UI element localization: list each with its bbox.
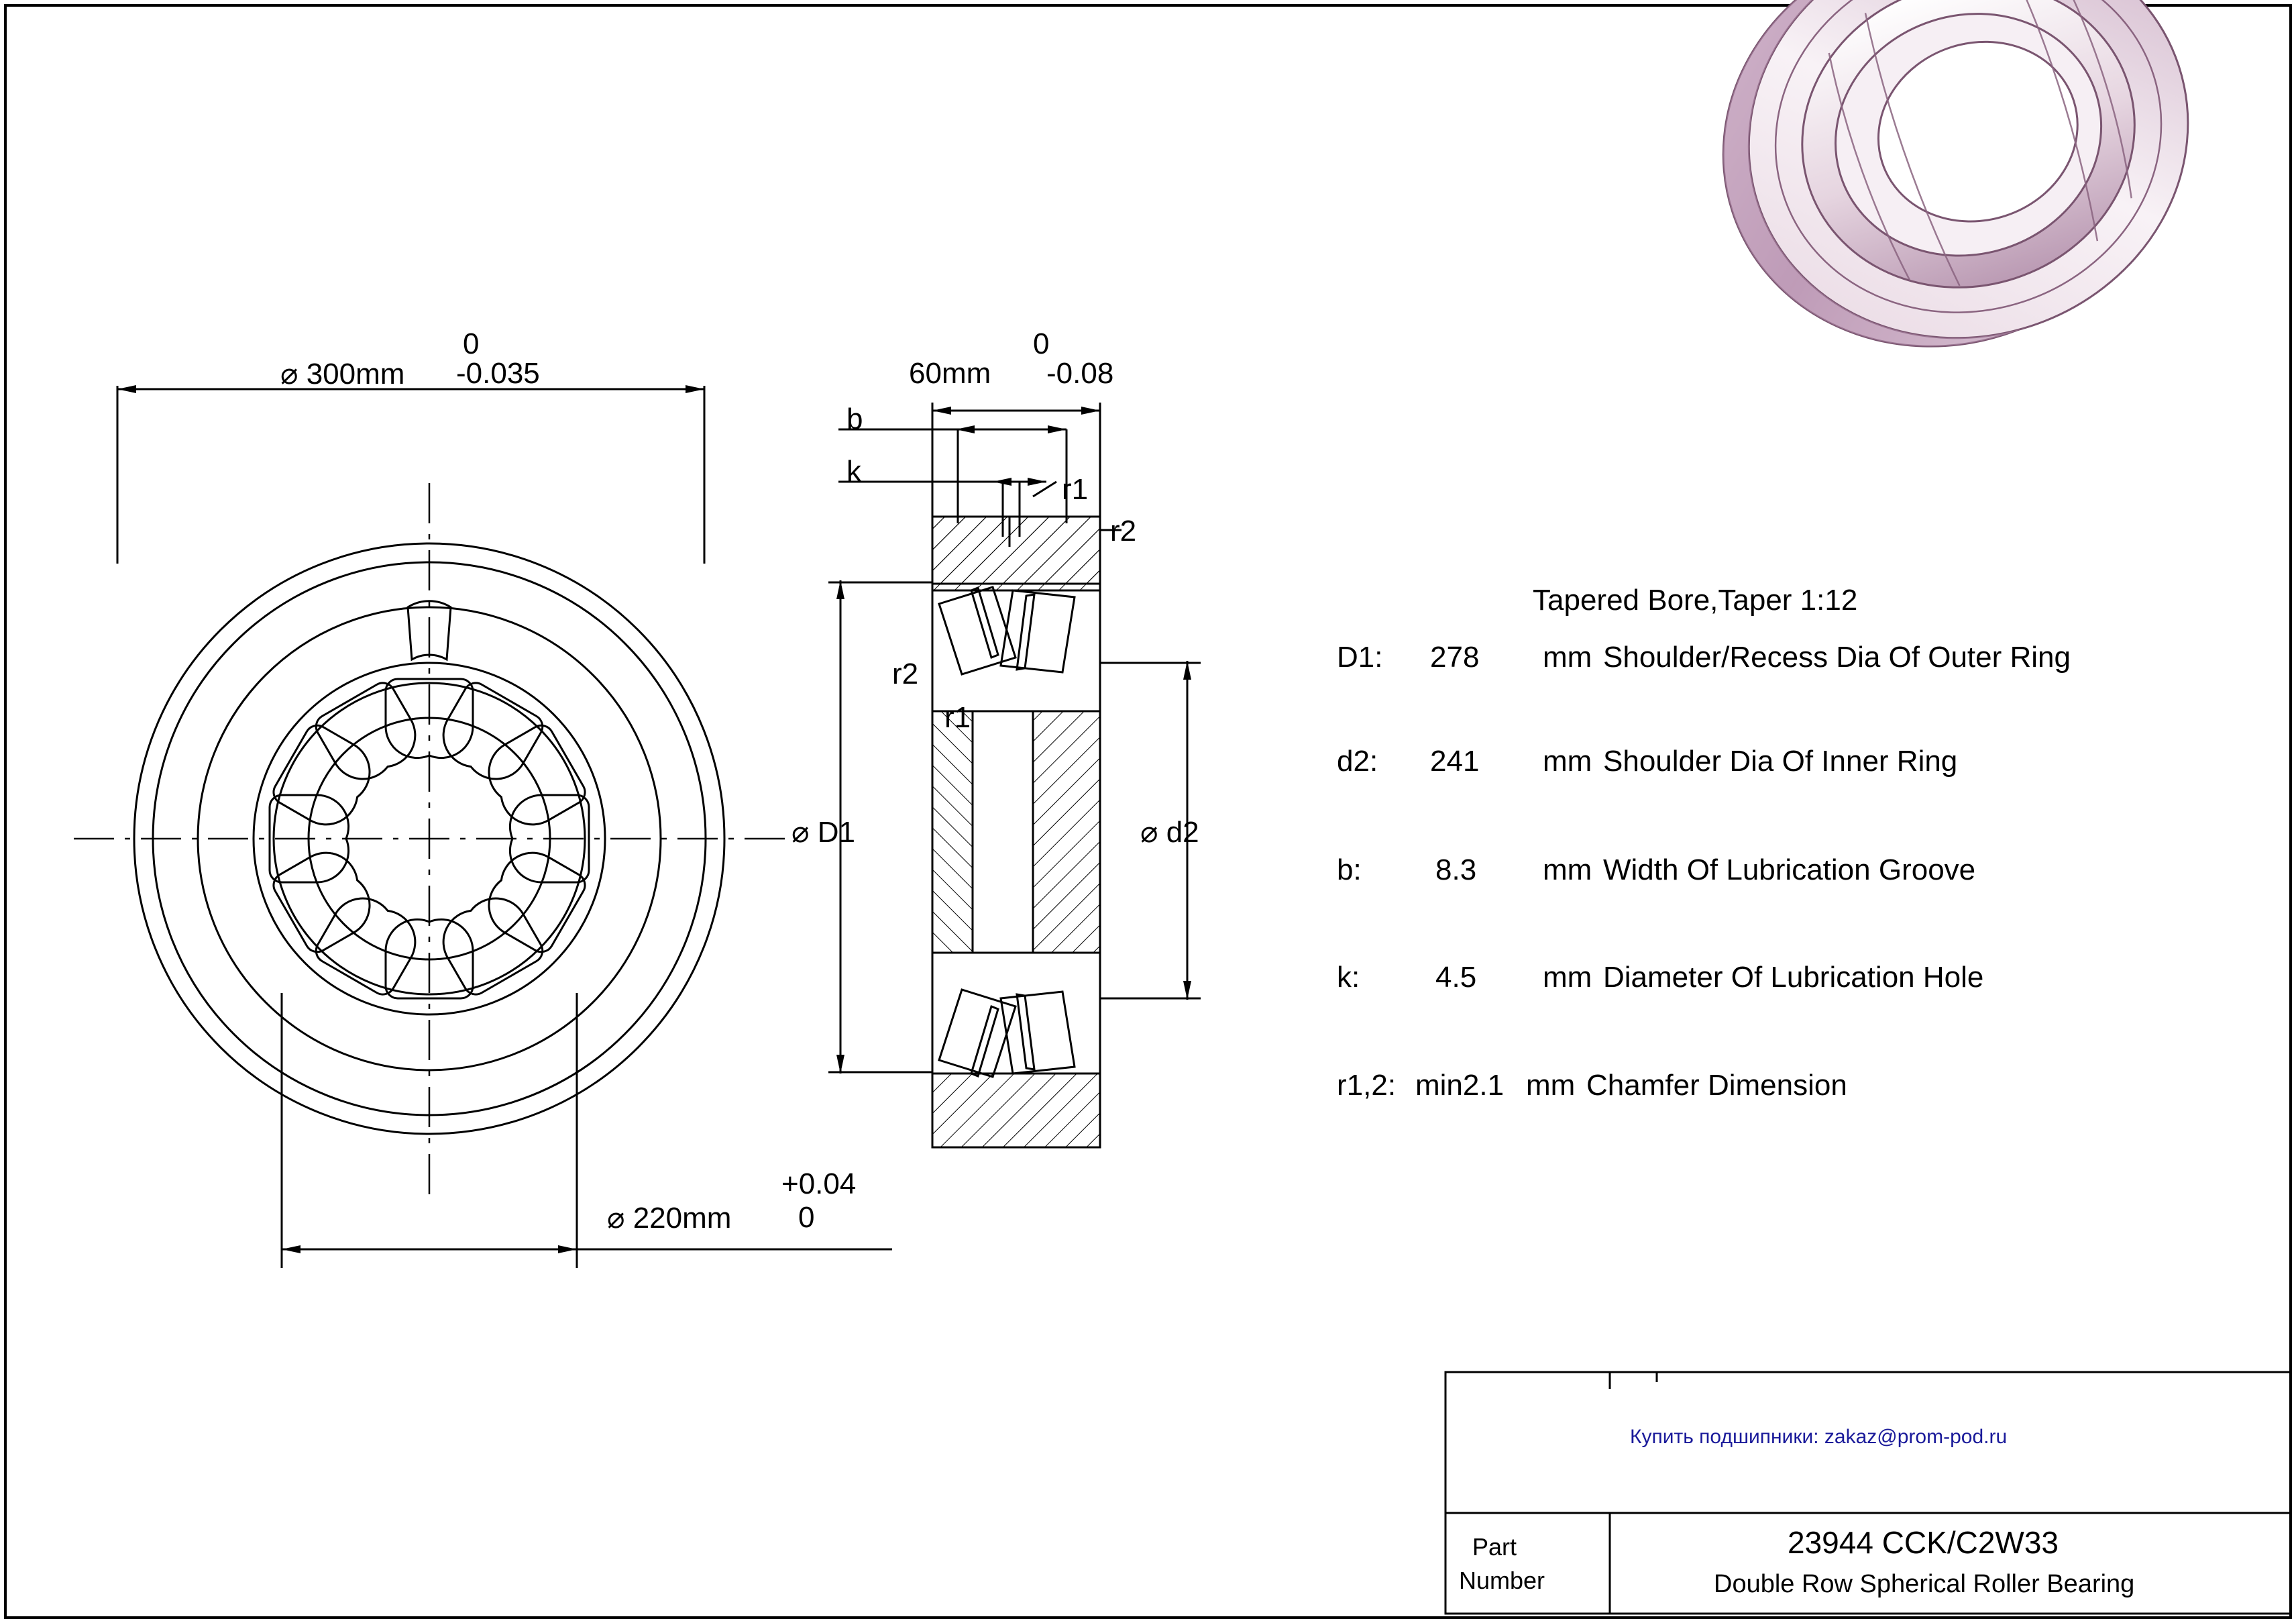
spec-unit-1: mm — [1543, 745, 1592, 778]
spec-title: Tapered Bore,Taper 1:12 — [1533, 584, 1858, 617]
r1-label: r1 — [1062, 473, 1089, 506]
section-view — [899, 517, 1140, 1147]
spec-desc-4: Chamfer Dimension — [1586, 1069, 1847, 1102]
spec-desc-3: Diameter Of Lubrication Hole — [1603, 961, 1984, 994]
part-label-line2: Number — [1459, 1567, 1545, 1594]
r2-label: r2 — [1110, 515, 1137, 547]
part-number: 23944 CCK/C2W33 — [1788, 1525, 2059, 1560]
width-tol-upper: 0 — [1033, 327, 1050, 360]
width-dimension-text: 60mm — [909, 357, 991, 390]
spec-symbol-1: d2: — [1337, 745, 1378, 778]
width-tol-lower: -0.08 — [1046, 357, 1114, 390]
spec-symbol-3: k: — [1337, 961, 1360, 994]
part-description: Double Row Spherical Roller Bearing — [1714, 1570, 2135, 1598]
spec-value-1: 241 — [1430, 745, 1480, 778]
od-dimension — [117, 386, 704, 564]
spec-symbol-4: r1,2: — [1337, 1069, 1397, 1102]
spec-symbol-0: D1: — [1337, 641, 1383, 674]
spec-value-4: min2.1 — [1415, 1069, 1505, 1102]
spec-value-0: 278 — [1430, 641, 1480, 674]
spec-desc-1: Shoulder Dia Of Inner Ring — [1603, 745, 1958, 778]
d1-dimension-text: ⌀ D1 — [791, 816, 855, 849]
spec-unit-3: mm — [1543, 961, 1592, 994]
bearing-3d-illustration — [1670, 0, 2241, 403]
bore-dimension-text: ⌀ 220mm — [607, 1202, 732, 1235]
bore-tol-lower: 0 — [798, 1201, 815, 1234]
spec-symbol-2: b: — [1337, 853, 1362, 886]
spec-desc-0: Shoulder/Recess Dia Of Outer Ring — [1603, 641, 2071, 674]
spec-value-2: 8.3 — [1435, 853, 1477, 886]
od-tol-upper: 0 — [463, 327, 480, 360]
b-label: b — [846, 403, 863, 435]
r1-inner-label: r1 — [944, 701, 971, 734]
spec-desc-2: Width Of Lubrication Groove — [1603, 853, 1976, 886]
spec-unit-4: mm — [1526, 1069, 1576, 1102]
od-dimension-text: ⌀ 300mm — [280, 358, 405, 390]
bore-tol-upper: +0.04 — [781, 1167, 857, 1200]
d2-dimension-text: ⌀ d2 — [1140, 816, 1199, 849]
front-view-centerlines — [74, 483, 788, 1201]
od-tol-lower: -0.035 — [456, 357, 540, 390]
spec-unit-2: mm — [1543, 853, 1592, 886]
b-dimension — [838, 429, 1067, 523]
r1-leader — [1033, 482, 1056, 496]
k-label: k — [846, 455, 861, 488]
spec-unit-0: mm — [1543, 641, 1592, 674]
vendor-contact-text[interactable]: Купить подшипники: zakaz@prom-pod.ru — [1630, 1426, 2008, 1448]
part-label-line1: Part — [1472, 1533, 1517, 1561]
r2-inner-label: r2 — [892, 658, 919, 690]
spec-value-3: 4.5 — [1435, 961, 1477, 994]
